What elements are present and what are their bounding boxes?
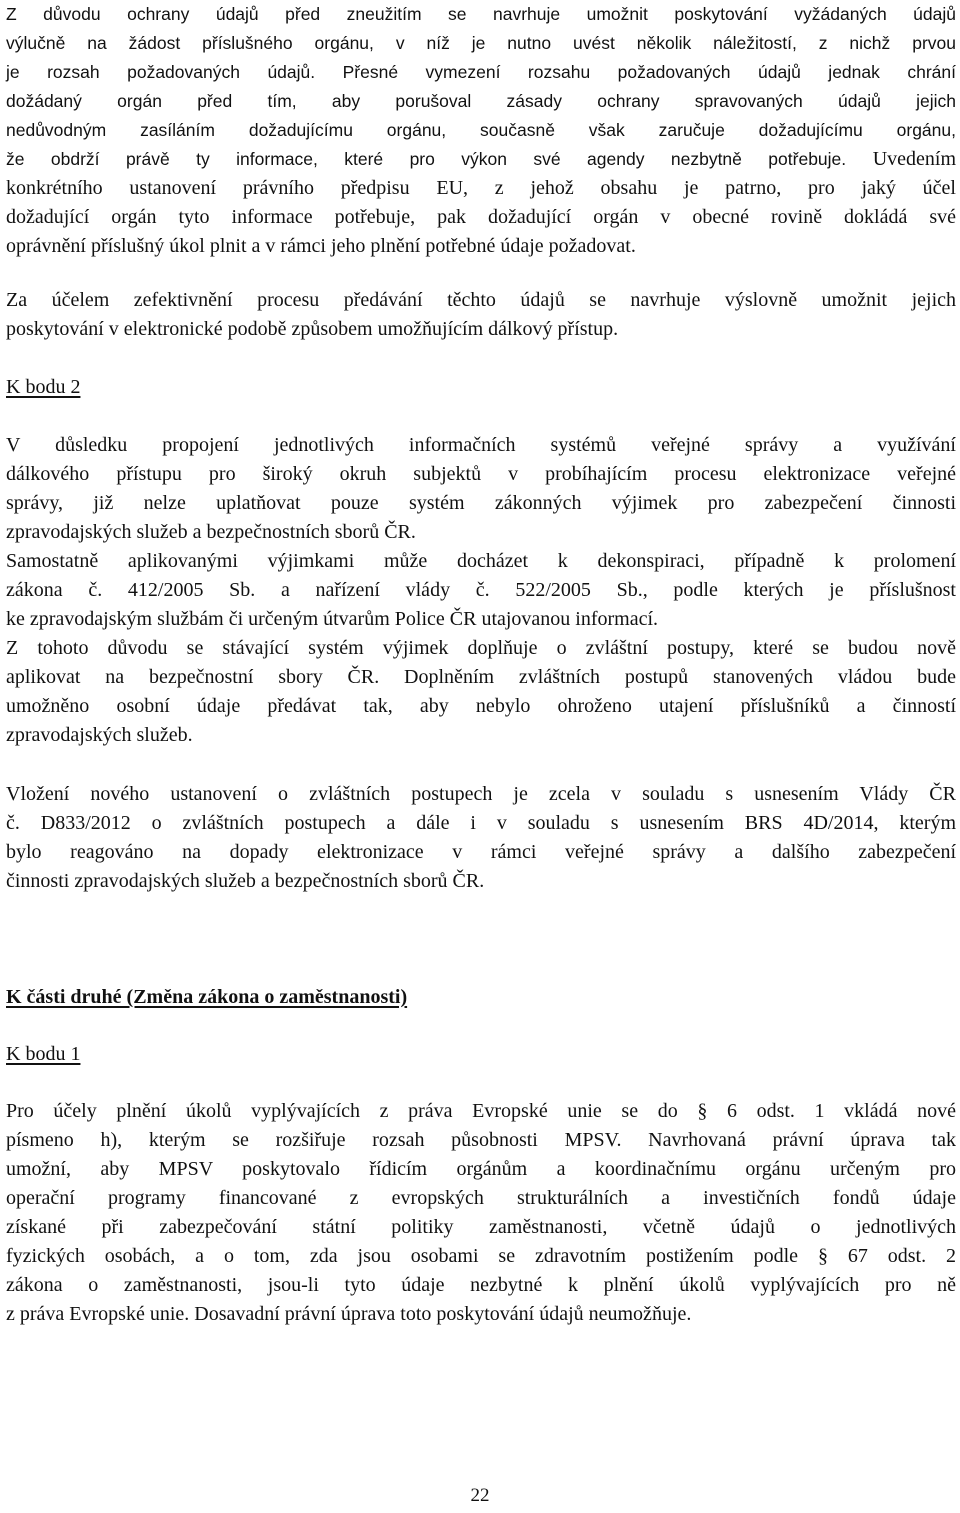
heading-text: K bodu 2	[6, 376, 81, 398]
paragraph-intelligence-services	[6, 431, 956, 750]
text-line: zákona o zaměstnanosti, jsou-li tyto údaje nezbytné k plnění úkolů vyplývajících pro ně	[6, 1274, 956, 1296]
text-line: zpravodajských služeb.	[6, 724, 193, 746]
section-heading-bod-2	[6, 373, 956, 402]
text-line: umožní, aby MPSV poskytovalo řídicím orgánům a koordinačnímu orgánu určeným pro	[6, 1158, 956, 1180]
text-line: Pro účely plnění úkolů vyplývajících z práva Evropské unie se do § 6 odst. 1 vkládá nové	[6, 1100, 956, 1122]
text-line: Z důvodu ochrany údajů před zneužitím se navrhuje umožnit poskytování vyžádaných údajů	[6, 4, 956, 24]
text-line: z práva Evropské unie. Dosavadní právní úprava toto poskytování údajů neumožňuje.	[6, 1303, 692, 1325]
text-line: aplikovat na bezpečnostní sbory ČR. Doplněním zvláštních postupů stanovených vládou bude	[6, 666, 956, 688]
text-span: že obdrží právě ty informace, které pro výkon své agendy nezbytně potřebuje.	[6, 149, 847, 169]
text-line: operační programy financované z evropských strukturálních a investičních fondů údaje	[6, 1187, 956, 1209]
heading-text: K části druhé (Změna zákona o zaměstnanosti)	[6, 986, 408, 1008]
text-line: Za účelem zefektivnění procesu předávání těchto údajů se navrhuje výslovně umožnit jejich	[6, 289, 956, 311]
text-line: ke zpravodajským službám či určeným útvarům Police ČR utajovanou informací.	[6, 608, 659, 630]
section-heading-bod-1	[6, 1040, 956, 1069]
text-line: získané při zabezpečování státní politiky zaměstnanosti, včetně údajů o jednotlivých	[6, 1216, 956, 1238]
text-line: zpravodajských služeb a bezpečnostních sborů ČR.	[6, 521, 416, 543]
text-line: Vložení nového ustanovení o zvláštních postupech je zcela v souladu s usnesením Vlády ČR	[6, 783, 956, 805]
text-line: fyzických osobách, a o tom, zda jsou osobami se zdravotním postižením podle § 67 odst. 2	[6, 1245, 956, 1267]
text-line: umožněno osobní údaje předávat tak, aby nebylo ohroženo utajení příslušníků a činností	[6, 695, 956, 717]
text-line: V důsledku propojení jednotlivých informačních systémů veřejné správy a využívání	[6, 434, 956, 456]
text-line: poskytování v elektronické podobě způsobem umožňujícím dálkový přístup.	[6, 318, 619, 340]
part-heading-part-two	[6, 983, 956, 1012]
text-line: Samostatně aplikovanými výjimkami může docházet k dekonspiraci, případně k prolomení	[6, 550, 956, 572]
heading-text: K bodu 1	[6, 1043, 81, 1065]
page-number: 22	[470, 1485, 490, 1506]
text-line: Z tohoto důvodu se stávající systém výjimek doplňuje o zvláštní postupy, které se budou nově	[6, 637, 956, 659]
text-line: dožádaný orgán před tím, aby porušoval zásady ochrany spravovaných údajů jejich	[6, 91, 956, 111]
text-line: činnosti zpravodajských služeb a bezpečnostních sborů ČR.	[6, 870, 485, 892]
text-line: konkrétního ustanovení právního předpisu EU, z jehož obsahu je patrno, pro jaký účel	[6, 177, 956, 199]
text-line: dožadující orgán tyto informace potřebuje, pak dožadující orgán v obecné rovině dokládá své	[6, 206, 956, 228]
text-line-mixed	[6, 145, 956, 174]
text-line: písmeno h), kterým se rozšiřuje rozsah působnosti MPSV. Navrhovaná právní úprava tak	[6, 1129, 956, 1151]
text-line: bylo reagováno na dopady elektronizace v rámci veřejné správy a dalšího zabezpečení	[6, 841, 956, 863]
text-line: nedůvodným zasíláním dožadujícímu orgánu, současně však zaručuje dožadujícímu orgánu,	[6, 120, 956, 140]
text-line: dálkového přístupu pro široký okruh subjektů v probíhajícím procesu elektronizace veřejné	[6, 463, 956, 485]
text-line: zákona č. 412/2005 Sb. a nařízení vlády č. 522/2005 Sb., podle kterých je příslušnost	[6, 579, 956, 601]
paragraph-data-protection	[6, 0, 956, 261]
text-line: správy, již nelze uplatňovat pouze systém zákonných výjimek pro zabezpečení činnosti	[6, 492, 956, 514]
paragraph-mpsv-scope	[6, 1097, 956, 1329]
text-span: Uvedením	[846, 148, 956, 170]
text-line: výlučně na žádost příslušného orgánu, v níž je nutno uvést několik náležitostí, z nichž prvou	[6, 33, 956, 53]
text-line: je rozsah požadovaných údajů. Přesné vymezení rozsahu požadovaných údajů jednak chrání	[6, 62, 956, 82]
text-line: č. D833/2012 o zvláštních postupech a dále i v souladu s usnesením BRS 4D/2014, kterým	[6, 812, 956, 834]
paragraph-electronic-access	[6, 286, 956, 344]
paragraph-government-resolution	[6, 780, 956, 896]
text-line: oprávnění příslušný úkol plnit a v rámci jeho plnění potřebné údaje požadovat.	[6, 235, 636, 257]
